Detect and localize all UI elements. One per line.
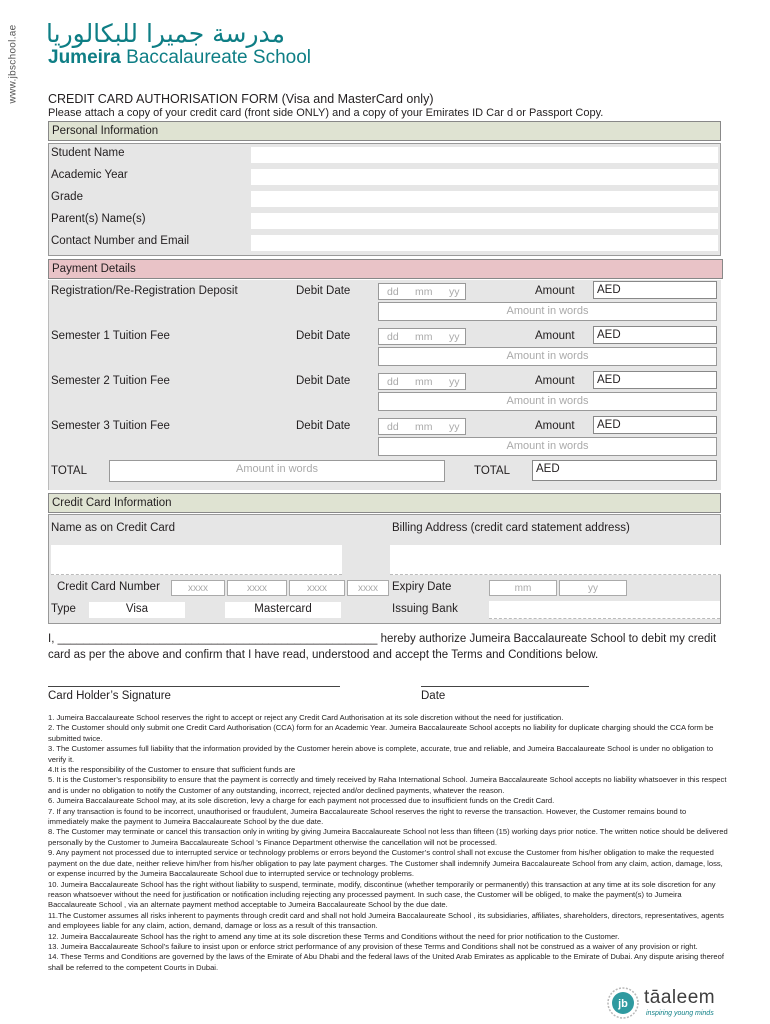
payment-details-header: Payment Details bbox=[48, 259, 723, 279]
payment-item-label: Semester 3 Tuition Fee bbox=[51, 420, 170, 432]
card-number-group-1[interactable]: xxxx bbox=[171, 580, 225, 596]
visa-option[interactable]: Visa bbox=[89, 602, 185, 618]
taaleem-wordmark: tāaleem bbox=[644, 987, 716, 1008]
authorization-statement: I, __________________________________________________ hereby authorize Jumeira Baccalaureate School to debit my credit card as per the above and confirm that I have read, understood and accept the Terms and Conditions below. bbox=[48, 633, 717, 661]
date-label: Date bbox=[421, 690, 446, 702]
payment-item-label: Registration/Re-Registration Deposit bbox=[51, 285, 238, 297]
signature-label: Card Holder’s Signature bbox=[48, 690, 171, 702]
terms-item: 1. Jumeira Baccalaureate School reserves the right to accept or reject any Credit Card Authorisation at its sole discretion without the need for justification. bbox=[48, 713, 564, 722]
personal-info-row bbox=[49, 232, 720, 254]
amount-words-input[interactable]: Amount in words bbox=[378, 302, 717, 321]
personal-info-row bbox=[49, 210, 720, 232]
amount-words-input[interactable]: Amount in words bbox=[378, 347, 717, 366]
payment-item-label: Semester 2 Tuition Fee bbox=[51, 375, 170, 387]
mastercard-option[interactable]: Mastercard bbox=[225, 602, 341, 618]
debit-date-input[interactable]: dd mm yy bbox=[378, 373, 466, 390]
terms-item: 12. Jumeira Baccalaureate School has the right to amend any time at its sole discretion these Terms and Conditions without the need for prior notification to the Customer. bbox=[48, 931, 620, 941]
amount-label: Amount bbox=[535, 420, 575, 432]
name-on-card-input[interactable] bbox=[51, 545, 342, 575]
payment-item-label: Semester 1 Tuition Fee bbox=[51, 330, 170, 342]
amount-words-input[interactable]: Amount in words bbox=[378, 437, 717, 456]
debit-date-input[interactable]: dd mm yy bbox=[378, 328, 466, 345]
billing-address-label: Billing Address (credit card statement address) bbox=[392, 522, 630, 534]
expiry-date-label: Expiry Date bbox=[392, 581, 452, 593]
personal-info-input[interactable] bbox=[251, 235, 718, 251]
terms-and-conditions bbox=[48, 713, 728, 973]
taaleem-logo bbox=[606, 986, 724, 1020]
billing-address-input[interactable] bbox=[390, 545, 721, 575]
personal-info-header: Personal Information bbox=[48, 121, 721, 141]
amount-aed-input[interactable]: AED bbox=[593, 326, 717, 344]
personal-info-input[interactable] bbox=[251, 213, 718, 229]
terms-item: 11.The Customer assumes all risks inherent to payments through credit card and shall not hold Jumeira Baccalaureate School , its subsidiaries, affiliates, shareholders, directors, representatives, agents and employees liable for any claim, action, demand, damage or loss as a result of this transaction. bbox=[48, 910, 724, 931]
amount-label: Amount bbox=[535, 330, 575, 342]
amount-words-input[interactable]: Amount in words bbox=[378, 392, 717, 411]
total-words-input[interactable]: Amount in words bbox=[109, 460, 445, 482]
personal-info-row bbox=[49, 166, 720, 188]
card-number-group-3[interactable]: xxxx bbox=[289, 580, 345, 596]
personal-info-input[interactable] bbox=[251, 169, 718, 185]
expiry-year-input[interactable]: yy bbox=[559, 580, 627, 596]
terms-item: 4.It is the responsibility of the Customer to ensure that sufficient funds are bbox=[48, 765, 296, 775]
payment-details-block bbox=[48, 280, 721, 490]
amount-aed-input[interactable]: AED bbox=[593, 281, 717, 299]
total-amount-label: TOTAL bbox=[474, 465, 510, 477]
amount-aed-input[interactable]: AED bbox=[593, 416, 717, 434]
card-number-group-2[interactable]: xxxx bbox=[227, 580, 287, 596]
taaleem-tagline: inspiring young minds bbox=[646, 1010, 714, 1017]
personal-info-row bbox=[49, 144, 720, 166]
school-name-arabic: مدرسة جميرا للبكالوريا bbox=[46, 19, 286, 48]
terms-item: 5. It is the Customer’s responsibility to ensure that the payment is correctly and timely received by Raha International School. Jumeira Baccalaureate School accepts no liability whatsoever in this respect and is under no obligation to notify the Customer of any outstanding, incorrect, rejected and/or declined payments, whatever the reason. bbox=[48, 775, 727, 795]
credit-card-info-block bbox=[48, 514, 721, 624]
personal-info-row bbox=[49, 188, 720, 210]
terms-item: 9. Any payment not processed due to interrupted service or technology problems or errors beyond the Customer’s control shall not excuse the Customer from his/her obligation to make the requested payment on the due date, neither relieve him/her from his/her obligation to pay late payment charges. The Customer shall indemnify Jumeira Baccalaureate School from any claim, action, damage, loss, or expense incurred by the Jumeira Baccalaureate School due to interrupted service or technology problems. bbox=[48, 848, 723, 879]
name-on-card-label: Name as on Credit Card bbox=[51, 522, 175, 534]
signature-line[interactable] bbox=[48, 686, 340, 687]
jb-emblem-icon bbox=[606, 986, 640, 1020]
terms-item: 2. The Customer should only submit one Credit Card Authorisation (CCA) form for an Academic Year. Jumeira Baccalaureate School accepts no liability for duplicate charging should the CCA form be submitted twice. bbox=[48, 723, 714, 743]
debit-date-label: Debit Date bbox=[296, 330, 351, 342]
authorizer-name-blank[interactable]: __________________________________________________ bbox=[57, 633, 378, 645]
website-url: www.jbschool.ae bbox=[7, 24, 19, 104]
school-name-english: Jumeira Baccalaureate School bbox=[48, 47, 311, 68]
amount-label: Amount bbox=[535, 285, 575, 297]
amount-aed-input[interactable]: AED bbox=[593, 371, 717, 389]
personal-info-label: Student Name bbox=[51, 147, 125, 159]
personal-info-input[interactable] bbox=[251, 191, 718, 207]
expiry-month-input[interactable]: mm bbox=[489, 580, 557, 596]
terms-item: 10. Jumeira Baccalaureate School has the right without liability to suspend, terminate, modify, discontinue (whether temporarily or permanently) this transaction at any time at its sole discretion for any reason whatsoever without the need for justification or notification including rejecting any processed payment. In such case, the Customer will be obliged, to make the payment(s) to Jumeira Baccalaureate School , via an alternate payment method acceptable to Jumeira Baccalaureate School by the due date. bbox=[48, 879, 716, 910]
date-line[interactable] bbox=[421, 686, 589, 687]
terms-item: 8. The Customer may terminate or cancel this transaction only in writing by giving Jumeira Baccalaureate School not less than fifteen (15) working days prior notice. The written notice should be delivered personally by the Customer to Jumeira Baccalaureate School ’s Finance Department otherwise the cancellation will not be processed. bbox=[48, 827, 728, 847]
terms-item: 6. Jumeira Baccalaureate School may, at its sole discretion, levy a charge for each payment not processed due to insufficient funds on the Credit Card. bbox=[48, 796, 555, 806]
credit-card-info-header: Credit Card Information bbox=[48, 493, 721, 513]
total-aed-input[interactable]: AED bbox=[532, 460, 717, 481]
terms-item: 14. These Terms and Conditions are governed by the laws of the Emirate of Abu Dhabi and the federal laws of the United Arab Emirates as applicable to the Emirate of Dubai. Any dispute arising thereof shall be referred to the competent Courts in Dubai. bbox=[48, 952, 724, 972]
amount-label: Amount bbox=[535, 375, 575, 387]
svg-text:jb: jb bbox=[618, 998, 628, 1010]
debit-date-input[interactable]: dd mm yy bbox=[378, 418, 466, 435]
personal-info-label: Academic Year bbox=[51, 169, 128, 181]
card-type-label: Type bbox=[51, 603, 76, 615]
debit-date-label: Debit Date bbox=[296, 285, 351, 297]
total-label: TOTAL bbox=[51, 465, 87, 477]
issuing-bank-label: Issuing Bank bbox=[392, 603, 458, 615]
terms-item: 3. The Customer assumes full liability that the information provided by the Customer herein above is complete, accurate, true and reliable, and Jumeira Baccalaureate School is under no obligation to verify it. bbox=[48, 744, 714, 764]
form-instruction: Please attach a copy of your credit card (front side ONLY) and a copy of your Emirates ID Car d or Passport Copy. bbox=[48, 107, 604, 119]
personal-info-label: Contact Number and Email bbox=[51, 235, 190, 247]
debit-date-label: Debit Date bbox=[296, 375, 351, 387]
terms-item: 7. If any transaction is found to be incorrect, unauthorised or fraudulent, Jumeira Baccalaureate School reserves the right to reverse the transaction. However, the Customer remains bound to immediately make the payment to Jumeira Baccalaureate School by the due date. bbox=[48, 806, 687, 827]
issuing-bank-input[interactable] bbox=[489, 601, 720, 619]
terms-item: 13. Jumeira Baccalaureate School’s failure to insist upon or enforce strict performance of any provision of these Terms and Conditions shall not be construed as a waiver of any provision or right. bbox=[48, 941, 698, 951]
personal-info-input[interactable] bbox=[251, 147, 718, 163]
personal-info-label: Grade bbox=[51, 191, 83, 203]
personal-info-label: Parent(s) Name(s) bbox=[51, 213, 146, 225]
personal-info-block bbox=[48, 143, 721, 256]
card-number-label: Credit Card Number bbox=[57, 581, 160, 593]
form-title: CREDIT CARD AUTHORISATION FORM (Visa and MasterCard only) bbox=[48, 92, 434, 106]
card-number-group-4[interactable]: xxxx bbox=[347, 580, 389, 596]
debit-date-label: Debit Date bbox=[296, 420, 351, 432]
debit-date-input[interactable]: dd mm yy bbox=[378, 283, 466, 300]
